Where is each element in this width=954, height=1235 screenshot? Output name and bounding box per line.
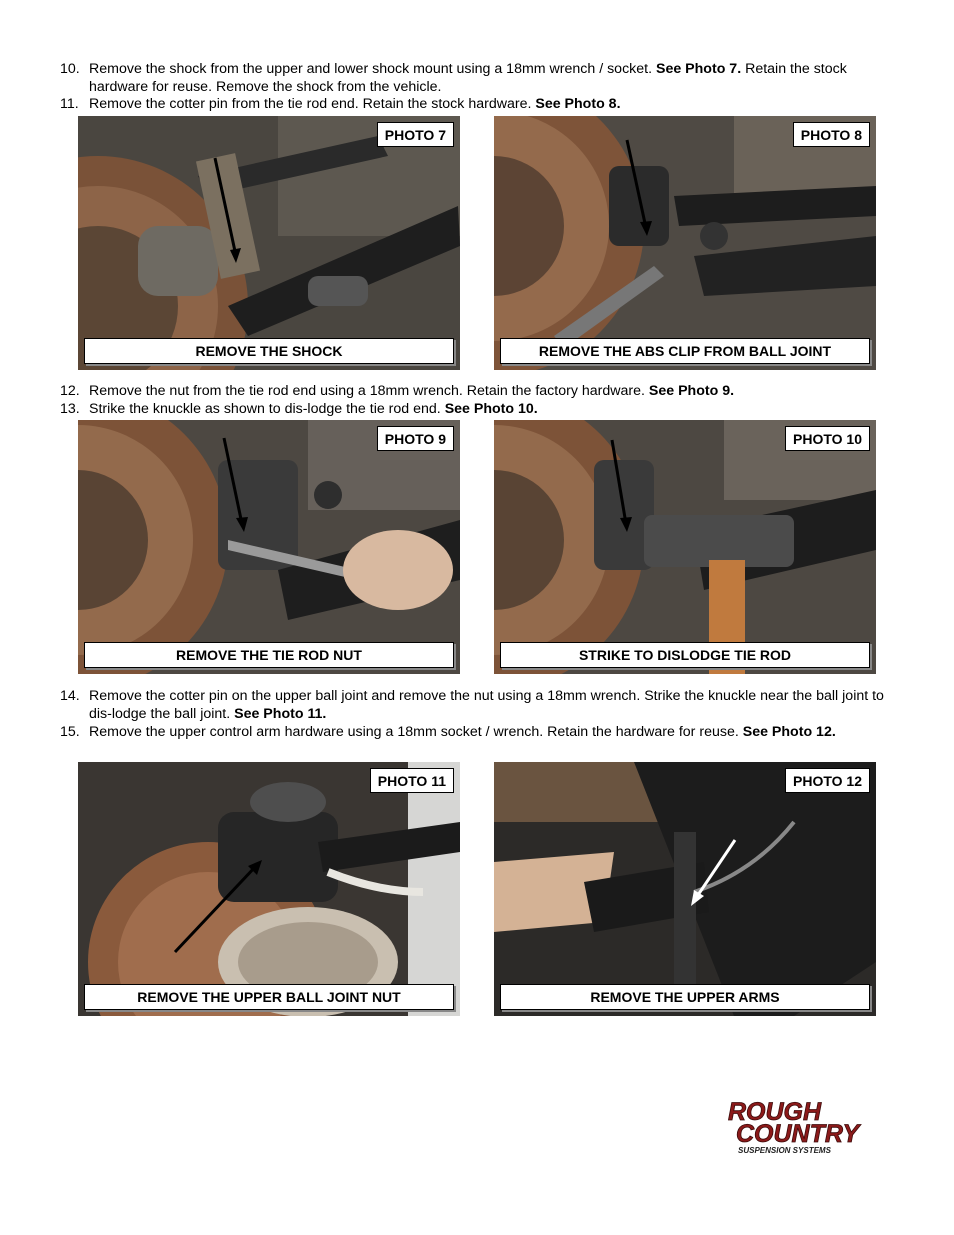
step-text: Remove the nut from the tie rod end using a 18mm wrench. Retain the factory hardware. bbox=[89, 383, 649, 399]
photo-reference: See Photo 7. bbox=[655, 61, 742, 77]
photo-11 bbox=[78, 762, 460, 1016]
step-number: 15. bbox=[60, 724, 80, 740]
photo-label: PHOTO 12 bbox=[785, 768, 870, 793]
step-number: 11. bbox=[60, 96, 79, 112]
photo-11-image bbox=[78, 762, 460, 1016]
step-12 bbox=[60, 383, 890, 401]
photo-reference: See Photo 12. bbox=[742, 724, 836, 740]
photo-reference: See Photo 11. bbox=[234, 705, 327, 722]
photo-9-image bbox=[78, 420, 460, 674]
step-15 bbox=[60, 724, 890, 742]
step-number: 12. bbox=[60, 383, 80, 399]
step-text: Remove the cotter pin on the upper ball joint and remove the nut using a 18mm wrench. Strike the knuckle near the ball joint to dis-lodge the ball joint. bbox=[89, 688, 884, 722]
step-text: Strike the knuckle as shown to dis-lodge the tie rod end. bbox=[89, 401, 445, 417]
photo-caption: REMOVE THE SHOCK bbox=[84, 338, 454, 364]
step-number: 10. bbox=[60, 61, 80, 77]
photo-9 bbox=[78, 420, 460, 674]
photo-8 bbox=[494, 116, 876, 370]
photo-caption: REMOVE THE UPPER BALL JOINT NUT bbox=[84, 984, 454, 1010]
photo-7 bbox=[78, 116, 460, 370]
photo-reference: See Photo 9. bbox=[648, 383, 735, 399]
step-14 bbox=[60, 688, 890, 723]
step-number: 14. bbox=[60, 688, 80, 704]
photo-caption: REMOVE THE UPPER ARMS bbox=[500, 984, 870, 1010]
photo-8-image bbox=[494, 116, 876, 370]
logo-line-2: COUNTRY bbox=[736, 1120, 860, 1148]
step-11 bbox=[60, 96, 890, 114]
step-text: Remove the shock from the upper and lower shock mount using a 18mm wrench / socket. bbox=[89, 61, 656, 77]
photo-10 bbox=[494, 420, 876, 674]
logo-tagline: SUSPENSION SYSTEMS bbox=[738, 1146, 831, 1155]
photo-label: PHOTO 7 bbox=[377, 122, 454, 147]
photo-label: PHOTO 10 bbox=[785, 426, 870, 451]
step-text-after: Retain the stock hardware for reuse. Remove the shock from the vehicle. bbox=[89, 61, 847, 95]
photo-label: PHOTO 11 bbox=[370, 768, 454, 793]
photo-caption: STRIKE TO DISLODGE TIE ROD bbox=[500, 642, 870, 668]
photo-label: PHOTO 8 bbox=[793, 122, 870, 147]
step-text: Remove the cotter pin from the tie rod end. Retain the stock hardware. bbox=[89, 96, 536, 112]
photo-caption: REMOVE THE TIE ROD NUT bbox=[84, 642, 454, 668]
logo-line-1: ROUGH bbox=[728, 1098, 822, 1126]
photo-label: PHOTO 9 bbox=[377, 426, 454, 451]
photo-10-image bbox=[494, 420, 876, 674]
photo-12 bbox=[494, 762, 876, 1016]
photo-caption: REMOVE THE ABS CLIP FROM BALL JOINT bbox=[500, 338, 870, 364]
rough-country-logo-mark bbox=[726, 1096, 896, 1156]
photo-7-image bbox=[78, 116, 460, 370]
rough-country-logo bbox=[726, 1096, 896, 1156]
photo-12-image bbox=[494, 762, 876, 1016]
step-13 bbox=[60, 401, 890, 419]
photo-reference: See Photo 10. bbox=[444, 401, 538, 417]
step-number: 13. bbox=[60, 401, 80, 417]
step-text: Remove the upper control arm hardware using a 18mm socket / wrench. Retain the hardware for reuse. bbox=[89, 724, 743, 740]
photo-reference: See Photo 8. bbox=[535, 96, 621, 112]
step-10 bbox=[60, 61, 890, 96]
